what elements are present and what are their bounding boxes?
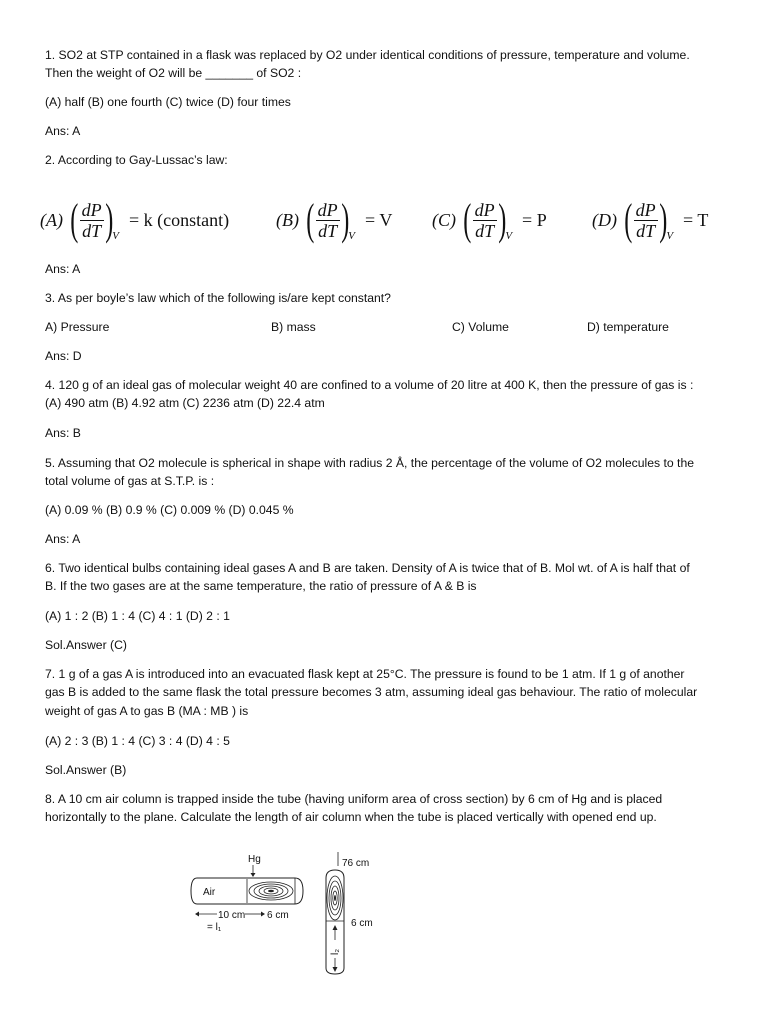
equation-c-label: (C) — [432, 209, 456, 230]
q3-option-d: D) temperature — [587, 320, 669, 334]
equation-b-rhs: = V — [365, 209, 393, 230]
hg-arrowhead — [251, 873, 256, 877]
equation-d-label: (D) — [592, 209, 617, 230]
l1-label: = l₁ — [207, 922, 222, 933]
q3-answer: Ans: D — [45, 349, 82, 363]
equation-a-subscript: V — [112, 230, 120, 242]
horizontal-mercury-column — [247, 879, 293, 903]
q2-text: 2. According to Gay-Lussac’s law: — [45, 153, 228, 167]
equation-a-numerator: dP — [81, 199, 102, 220]
equation-option-c: (C) ( $\frac{dP}{dT}$ ) V = P — [432, 195, 547, 244]
q3-option-a: A) Pressure — [45, 320, 110, 334]
air-length-label: 10 cm — [218, 910, 246, 921]
q6-options: (A) 1 : 2 (B) 1 : 4 (C) 4 : 1 (D) 2 : 1 — [45, 609, 230, 623]
q1-text-line2: Then the weight of O2 will be _______ of SO2 : — [45, 66, 302, 80]
q7-text-line3: weight of gas A to gas B (MA : MB ) is — [45, 704, 249, 718]
q6-text-line1: 6. Two identical bulbs containing ideal gases A and B are taken. Density of A is twice that of B. Mol wt. of A is half that of — [45, 561, 690, 575]
top-pressure-label: 76 cm — [342, 858, 370, 869]
q1-answer: Ans: A — [45, 124, 81, 138]
air-column-tube-diagram — [185, 848, 395, 980]
equation-a-rhs: = k (constant) — [129, 209, 230, 230]
equation-b-denominator: dT — [318, 220, 338, 241]
q4-answer: Ans: B — [45, 426, 81, 440]
vertical-hg-length-label: 6 cm — [351, 918, 373, 929]
equation-a-label: (A) — [40, 209, 63, 230]
q3-text: 3. As per boyle’s law which of the following is/are kept constant? — [45, 291, 391, 305]
q1-options: (A) half (B) one fourth (C) twice (D) four times — [45, 95, 291, 109]
q3-option-c: C) Volume — [452, 320, 509, 334]
equation-c-numerator: dP — [474, 199, 495, 220]
air-label: Air — [203, 887, 216, 898]
equation-c-rhs: = P — [522, 209, 547, 230]
l2-label: l₂ — [330, 948, 341, 955]
equation-c-denominator: dT — [475, 220, 495, 241]
equation-d-denominator: dT — [636, 220, 656, 241]
gay-lussac-equations — [40, 192, 730, 248]
q4-text-line2: (A) 490 atm (B) 4.92 atm (C) 2236 atm (D) 22.4 atm — [45, 396, 325, 410]
equation-b-label: (B) — [276, 209, 299, 230]
q3-option-b: B) mass — [271, 320, 316, 334]
l2-arrowhead-down — [333, 967, 338, 972]
equation-c-subscript: V — [505, 230, 513, 242]
q7-answer: Sol.Answer (B) — [45, 763, 127, 777]
q6-answer: Sol.Answer (C) — [45, 638, 127, 652]
equation-b-subscript: V — [348, 230, 356, 242]
q5-options: (A) 0.09 % (B) 0.9 % (C) 0.009 % (D) 0.045 % — [45, 503, 294, 517]
equation-b-numerator: dP — [317, 199, 338, 220]
q5-text-line1: 5. Assuming that O2 molecule is spherical in shape with radius 2 Å, the percentage of the volume of O2 molecules to the — [45, 456, 695, 470]
q5-text-line2: total volume of gas at S.T.P. is : — [45, 474, 215, 488]
q8-text-line1: 8. A 10 cm air column is trapped inside the tube (having uniform area of cross section) by 6 cm of Hg and is placed — [45, 792, 663, 806]
equation-option-b: (B) ( $\frac{dP}{dT}$ ) V = V — [276, 195, 393, 244]
l2-arrowhead-up — [333, 925, 338, 930]
q2-answer: Ans: A — [45, 262, 81, 276]
q4-text-line1: 4. 120 g of an ideal gas of molecular weight 40 are confined to a volume of 20 litre at 400 K, then the pressure of gas is : — [45, 378, 694, 392]
equation-option-d: (D) ( $\frac{dP}{dT}$ ) V = T — [592, 195, 709, 244]
q7-options: (A) 2 : 3 (B) 1 : 4 (C) 3 : 4 (D) 4 : 5 — [45, 734, 230, 748]
equation-option-a: (A) ( $\frac{dP}{dT}$ ) V = k (constant) — [40, 195, 230, 244]
q6-text-line2: B. If the two gases are at the same temperature, the ratio of pressure of A & B is — [45, 579, 477, 593]
hg-length-label: 6 cm — [267, 910, 289, 921]
equation-d-numerator: dP — [635, 199, 656, 220]
equation-d-rhs: = T — [683, 209, 709, 230]
hg-label: Hg — [248, 854, 261, 865]
q1-text-line1: 1. SO2 at STP contained in a flask was replaced by O2 under identical conditions of pressure, temperature and volume. — [45, 48, 690, 62]
vertical-mercury-column — [326, 876, 344, 921]
equation-d-subscript: V — [666, 230, 674, 242]
q8-text-line2: horizontally to the plane. Calculate the length of air column when the tube is placed vertically with opened end up. — [45, 810, 657, 824]
hg-length-arrowhead — [261, 912, 265, 917]
q7-text-line2: gas B is added to the same flask the total pressure becomes 3 atm, assuming ideal gas behaviour. The ratio of molecular — [45, 685, 698, 699]
q7-text-line1: 7. 1 g of a gas A is introduced into an evacuated flask kept at 25°C. The pressure is found to be 1 atm. If 1 g of another — [45, 667, 685, 681]
air-length-arrowhead — [195, 912, 199, 917]
equation-a-denominator: dT — [82, 220, 102, 241]
q5-answer: Ans: A — [45, 532, 81, 546]
